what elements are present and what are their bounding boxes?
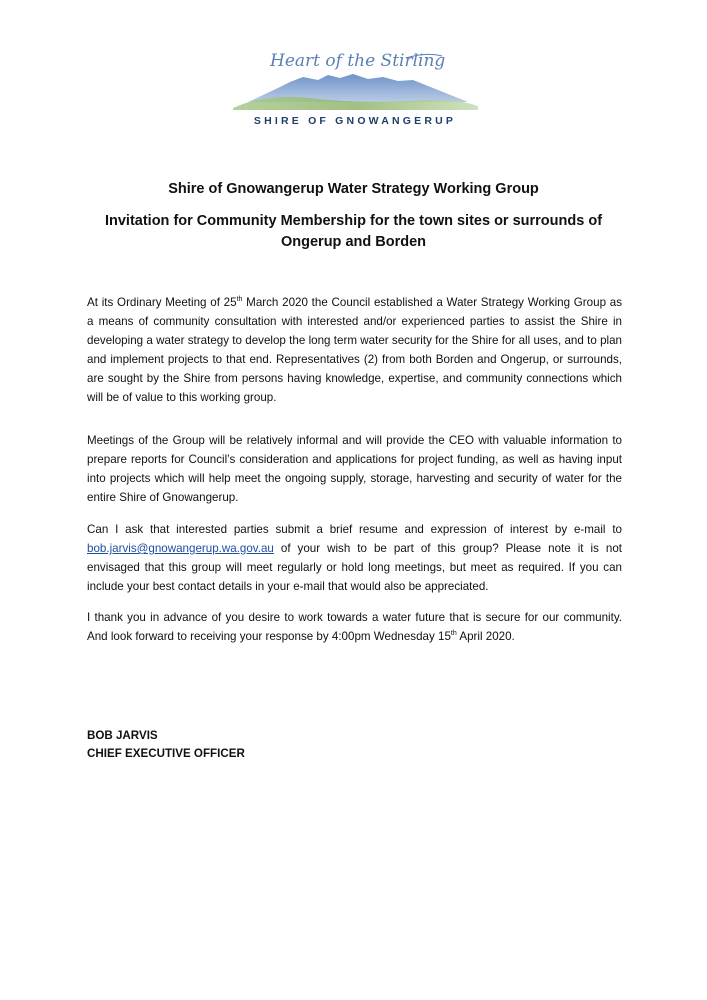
signature-block <box>87 727 245 763</box>
email-link[interactable]: bob.jarvis@gnowangerup.wa.gov.au <box>87 542 274 556</box>
signatory-name: BOB JARVIS <box>87 729 158 742</box>
logo-org-name: SHIRE OF GNOWANGERUP <box>253 115 457 127</box>
document-subtitle: Invitation for Community Membership for the town sites or surrounds of Ongerup and Borden <box>104 213 603 250</box>
paragraph-2: Meetings of the Group will be relatively informal and will provide the CEO with valuable information to prepare reports for Council’s consideration and applications for project funding, as well as having input into projects which will help meet the ongoing supply, storage, harvesting and security of water for the entire Shire of Gnowangerup. <box>87 434 622 505</box>
paragraph-1: At its Ordinary Meeting of 25th March 2020 the Council established a Water Strategy Working Group as a means of community consultation with interested and/or experienced parties to assist the Shire in developing a water strategy to develop the long term water security for the Shire for all uses, and to plan and implement projects to that end. Representatives (2) from both Borden and Ongerup, or surrounds, are sought by the Shire from persons having knowledge, expertise, and community connections which will be of value to this working group. <box>87 296 623 405</box>
signatory-title: CHIEF EXECUTIVE OFFICER <box>87 747 245 760</box>
logo-script-text: Heart of the Stirling <box>270 51 446 71</box>
document-title: Shire of Gnowangerup Water Strategy Working Group <box>168 181 539 197</box>
paragraph-3: Can I ask that interested parties submit a brief resume and expression of interest by e-mail to bob.jarvis@gnowangerup.wa.gov.au of your wish to be part of this group? Please note it is not envisaged that this group will meet regularly or hold long meetings, but meet as required. If you can include your best contact details in your e-mail that would also be appreciated. <box>87 523 622 594</box>
shire-logo <box>228 44 482 136</box>
paragraph-4: I thank you in advance of you desire to work towards a water future that is secure for our community. And look forward to receiving your response by 4:00pm Wednesday 15th April 2020. <box>87 611 622 644</box>
mountain-landscape-icon <box>228 44 482 114</box>
